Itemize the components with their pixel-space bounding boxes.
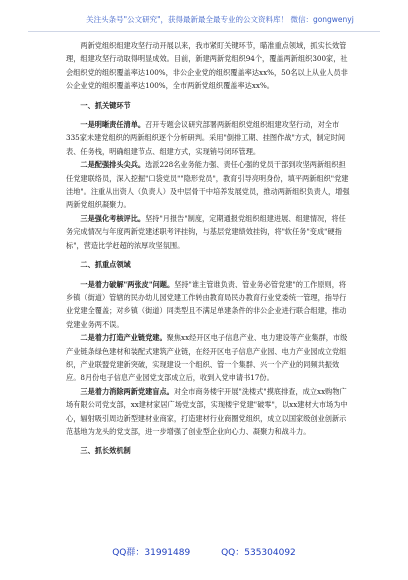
header-banner: 关注头条号"公文研究"，获得最新最全最专业的公文资料库！ 微信：gongwenyj: [86, 15, 354, 24]
header-divider: [28, 31, 380, 32]
document-body: [66, 39, 352, 464]
paragraph-s1-2: [66, 158, 352, 212]
paragraph-lead: 一是着力破解"两张皮"问题。: [80, 279, 175, 289]
paragraph-s1-1: [66, 118, 352, 158]
paragraph-s1-3: [66, 212, 352, 252]
section-heading-1: 一、抓关键环节: [80, 100, 131, 110]
paragraph-text: 对全市商务楼宇开展"洗楼式"摸底排查，成立xx购物广场有限公司党支部，xx建材家居广场党支部，实现楼宇党建"破零"，以xx建材大市场为中心，辐射吸引周边新型建材业商家，打造建材行业商圈党组织，成立以国家级创业创新示范基地为龙头的党支部，进一步增强了创业型企业向心力、凝聚力和战斗力。: [66, 386, 348, 436]
footer-qq: QQ：535304092: [221, 548, 296, 558]
paragraph-lead: 二是着力打造产业链党建。: [80, 333, 167, 343]
paragraph-s2-3: [66, 385, 352, 439]
paragraph-lead: 一是明晰责任清单。: [80, 120, 146, 130]
intro-paragraph: 两新党组织组建攻坚行动开展以来，我市紧盯关键环节，瞄准重点领域，抓实长效管理，组建攻坚行动取得明显成效。目前，新建两新党组织94个，覆盖两新组织300家，社会组织党的组织覆盖率达100%，非公企业党的组织覆盖率达xx%，50名以上从业人员非公企业党的组织覆盖率达100%，全市两新党组织覆盖率达xx%。: [66, 41, 348, 91]
paragraph-text: 坚持"月报告"制度，定期通报党组织组建进展、组建情况，将任务完成情况与年度两新党建述职考评挂钩，与基层党建绩效挂钩，将"软任务"变成"硬指标"，营造比学赶超的浓厚攻坚氛围。: [66, 213, 346, 250]
paragraph-lead: 三是强化考核评比。: [80, 213, 146, 223]
footer-qq-group: QQ群：31991489: [112, 548, 191, 558]
section-heading-3: 三、抓长效机制: [80, 446, 131, 456]
paragraph-text: 召开专题会议研究部署两新组织党组织组建攻坚行动，对全市335家未建党组织的两新组织逐个分析研判。采用"倒排工期、挂图作战"方式，制定时间表、任务栈，明确组建节点、组建方式，实现销号闭环管理。: [66, 120, 346, 156]
footer-contact: [0, 545, 408, 558]
paragraph-lead: 三是着力消除两新党建盲点。: [80, 386, 174, 396]
paragraph-text: 坚持"谁主管谁负责、管业务必管党建"的工作原则，将乡镇（街道）管辖的民办幼儿园党建工作转由教育局民办教育行业党委统一管理，指导行业党建全覆盖；对乡镇（街道）同类型且不满足单建条件的非公企业进行联合组建，推动党建业务两不误。: [66, 279, 347, 329]
paragraph-lead: 二是配强排头尖兵。: [80, 160, 146, 170]
paragraph-s2-1: [66, 278, 352, 332]
paragraph-text: 聚焦xx经开区电子信息产业、电力建设等产业集群，市级产业链条绿色建材和装配式建筑产业链，在经开区电子信息产业园、电力产业园成立党组织，产业联盟党建新突破，实现建设一个组织、管一个集群、兴一个产业的同频共振效应。8月份电子信息产业园党支部成立后，收到入党申请书17份。: [66, 333, 348, 383]
paragraph-s2-2: [66, 331, 352, 385]
paragraph-text: 选派228名业务能力强、责任心强的党员干部到攻坚两新组织担任党建联络员，深入挖掘"口袋党员""隐形党员"，教育引导亮明身份，填平两新组织"党建洼地"。注重从出资人（负责人）及中层骨干中培养发展党员，推动两新组织负责人，增强两新党组织凝聚力。: [66, 160, 350, 210]
section-heading-2: 二、抓重点领域: [80, 260, 131, 270]
